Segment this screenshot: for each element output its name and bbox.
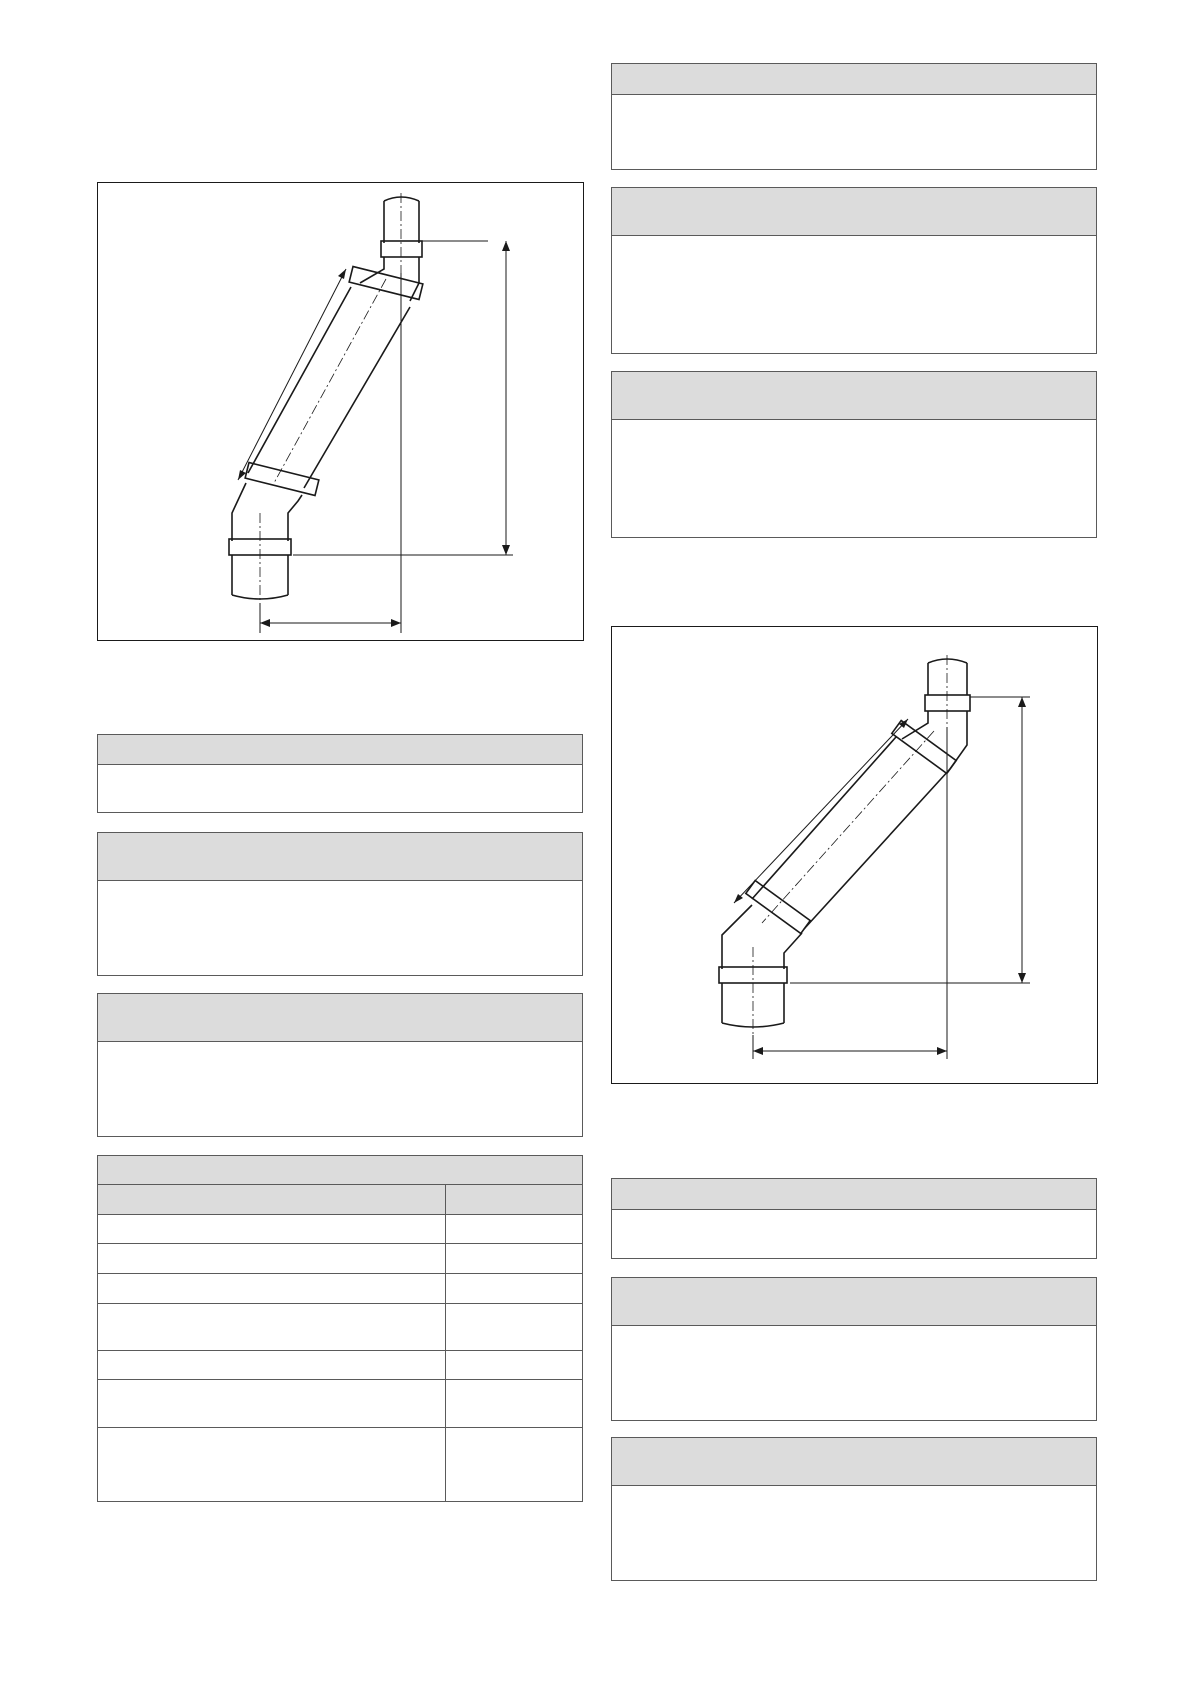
table-cell: [446, 1215, 582, 1243]
box-header: [612, 372, 1096, 420]
top-pipe: [928, 659, 967, 695]
centerline-diagonal: [762, 731, 934, 923]
parts-table: [97, 1155, 583, 1502]
centerline-diagonal: [274, 279, 386, 483]
top-pipe: [384, 197, 419, 243]
top-collar: [381, 241, 422, 257]
lower-joint-collar: [746, 881, 810, 934]
table-cell: [446, 1244, 582, 1273]
right-bottom-box-3: [611, 1437, 1097, 1581]
box-header: [612, 64, 1096, 95]
table-cell: [98, 1351, 446, 1379]
box-body: [612, 1210, 1096, 1222]
offset-pipe-drawing-1: [98, 183, 585, 642]
table-header-row: [98, 1185, 582, 1215]
table-cell: [446, 1274, 582, 1303]
upper-elbow: [360, 257, 419, 301]
table-row: [98, 1351, 582, 1380]
right-bottom-box-1: [611, 1178, 1097, 1259]
table-row: [98, 1274, 582, 1304]
table-title-row: [98, 1156, 582, 1185]
right-top-box-1: [611, 63, 1097, 170]
box-body: [612, 236, 1096, 248]
table-cell: [98, 1274, 446, 1303]
right-top-box-2: [611, 187, 1097, 354]
table-row: [98, 1380, 582, 1428]
lower-elbow: [722, 905, 802, 969]
pipe-length-dimension: [734, 719, 908, 903]
offset-pipe-drawing-2: [612, 627, 1099, 1085]
box-body: [98, 881, 582, 893]
table-row: [98, 1428, 582, 1501]
column-header: [446, 1185, 582, 1214]
column-header: [98, 1185, 446, 1214]
table-cell: [98, 1380, 446, 1427]
offset-pipe-figure-2: [611, 626, 1098, 1084]
box-body: [98, 1042, 582, 1054]
table-cell: [446, 1304, 582, 1350]
table-row: [98, 1215, 582, 1244]
right-bottom-box-2: [611, 1277, 1097, 1421]
pipe-length-dimension: [238, 269, 346, 480]
box-body: [612, 1326, 1096, 1338]
table-title: [98, 1156, 582, 1184]
table-cell: [98, 1244, 446, 1273]
table-cell: [446, 1351, 582, 1379]
box-body: [612, 95, 1096, 107]
left-box-1: [97, 734, 583, 813]
box-header: [612, 1438, 1096, 1486]
table-row: [98, 1244, 582, 1274]
table-row: [98, 1304, 582, 1351]
box-body: [98, 765, 582, 777]
box-header: [98, 833, 582, 881]
lower-joint-collar: [245, 463, 319, 496]
box-header: [612, 1179, 1096, 1210]
offset-pipe-figure-1: [97, 182, 584, 641]
lower-elbow: [232, 483, 302, 541]
box-header: [612, 1278, 1096, 1326]
table-cell: [98, 1428, 446, 1501]
box-header: [98, 994, 582, 1042]
table-cell: [446, 1428, 582, 1501]
box-body: [612, 1486, 1096, 1498]
box-header: [612, 188, 1096, 236]
top-collar: [925, 695, 970, 711]
table-cell: [98, 1215, 446, 1243]
box-header: [98, 735, 582, 765]
diagonal-pipe: [248, 287, 410, 488]
right-top-box-3: [611, 371, 1097, 538]
table-cell: [98, 1304, 446, 1350]
left-box-3: [97, 993, 583, 1137]
table-cell: [446, 1380, 582, 1427]
box-body: [612, 420, 1096, 432]
left-box-2: [97, 832, 583, 976]
